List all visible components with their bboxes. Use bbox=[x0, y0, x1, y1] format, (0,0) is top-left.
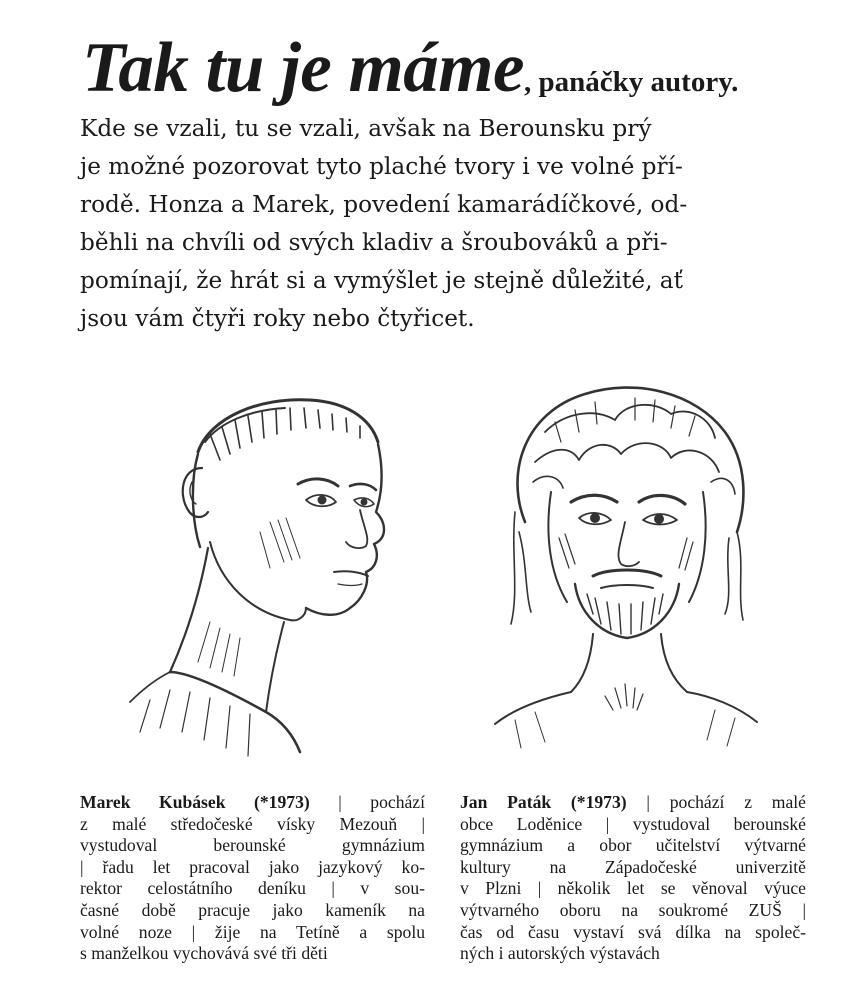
author-name: Jan Paták (*1973) bbox=[460, 792, 627, 812]
bio-line: s manželkou vychovává své tři děti bbox=[80, 943, 328, 964]
intro-line: pomínají, že hrát si a vymýšlet je stejně důležité, ať bbox=[80, 267, 683, 294]
bio-line: časné době pracuje jako kameník na bbox=[80, 899, 425, 920]
bio-line: v Plzni | několik let se věnoval výuce bbox=[460, 878, 806, 899]
headline-title: Tak tu je máme bbox=[82, 29, 525, 107]
portrait-jan-patak bbox=[475, 362, 775, 762]
bio-text: | pochází bbox=[309, 792, 426, 812]
bio-text: | pochází z malé bbox=[626, 792, 806, 812]
bio-line: výtvarného oboru na soukromé ZUŠ | bbox=[460, 899, 806, 920]
bio-line: obce Loděnice | vystudoval berounské bbox=[460, 813, 806, 834]
intro-line: běhli na chvíli od svých kladiv a šroubováků a při- bbox=[80, 229, 668, 256]
intro-line: jsou vám čtyři roky nebo čtyřicet. bbox=[80, 305, 475, 332]
intro-paragraph bbox=[80, 110, 820, 338]
intro-line: rodě. Honza a Marek, povedení kamarádíčkové, od- bbox=[80, 191, 688, 218]
bio-line: | řadu let pracoval jako jazykový ko- bbox=[80, 856, 425, 877]
bio-line bbox=[80, 792, 425, 814]
intro-line: je možné pozorovat tyto plaché tvory i ve volné pří- bbox=[80, 153, 683, 180]
headline bbox=[82, 28, 822, 108]
bio-marek-kubasek bbox=[80, 792, 425, 965]
bio-line: z malé středočeské vísky Mezouň | bbox=[80, 813, 425, 834]
bio-line: čas od času vystaví svá dílka na společ- bbox=[460, 921, 806, 942]
bio-line: rektor celostátního deníku | v sou- bbox=[80, 878, 425, 899]
bio-line: vystudoval berounské gymnázium bbox=[80, 835, 425, 856]
bio-line bbox=[460, 792, 806, 814]
portrait-marek-kubasek bbox=[70, 372, 400, 772]
bio-line: gymnázium a obor učitelství výtvarné bbox=[460, 835, 806, 856]
bio-line: kultury na Západočeské univerzitě bbox=[460, 856, 806, 877]
author-name: Marek Kubásek (*1973) bbox=[80, 792, 310, 812]
headline-tail: , panáčky autory. bbox=[524, 66, 739, 98]
intro-line: Kde se vzali, tu se vzali, avšak na Berounsku prý bbox=[80, 115, 652, 142]
bio-line: ných i autorských výstavách bbox=[460, 943, 660, 964]
bio-jan-patak bbox=[460, 792, 806, 965]
bio-line: volné noze | žije na Tetíně a spolu bbox=[80, 921, 425, 942]
